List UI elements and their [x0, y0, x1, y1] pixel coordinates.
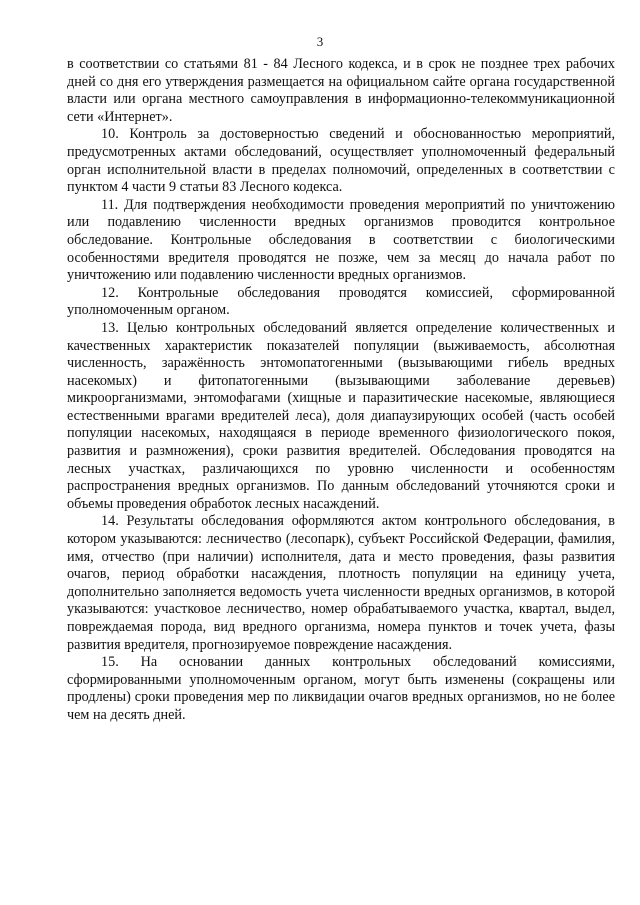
document-body — [67, 56, 615, 725]
paragraph-11: 11. Для подтверждения необходимости проведения мероприятий по уничтожению или подавлению численности вредных организмов проводится контрольное обследование. Контрольные обследования в соответствии с биологическими особенностями вредителя проводятся не позже, чем за месяц до начала работ по уничтожению или подавлению численности вредных организмов. — [67, 196, 615, 284]
paragraph-12: 12. Контрольные обследования проводятся комиссией, сформированной уполномоченным органом. — [67, 284, 615, 319]
paragraph-14: 14. Результаты обследования оформляются актом контрольного обследования, в котором указываются: лесничество (лесопарк), субъект Российской Федерации, фамилия, имя, отчество (при наличии) исполнителя, дата и место проведения, фазы развития очагов, период обработки насаждения, плотность популяции на единицу учета, дополнительно заполняется ведомость учета численности вредных организмов, в которой указываются: участковое лесничество, номер обрабатываемого участка, квартал, выдел, повреждаемая порода, вид вредного организма, номера пунктов и точек учета, фазы развития вредителя, прогнозируемое повреждение насаждения. — [67, 513, 615, 653]
paragraph-continuation: в соответствии со статьями 81 - 84 Лесного кодекса, и в срок не позднее трех рабочих дней со дня его утверждения размещается на официальном сайте органа государственной власти или органа местного самоуправления в информационно-телекоммуникационной сети «Интернет». — [67, 56, 615, 125]
page-number: 3 — [316, 34, 324, 49]
paragraph-10: 10. Контроль за достоверностью сведений и обоснованностью мероприятий, предусмотренных актами обследований, осуществляет уполномоченный федеральный орган исполнительной власти в пределах полномочий, определенных в соответствии с пунктом 4 части 9 статьи 83 Лесного кодекса. — [67, 126, 615, 196]
paragraph-15: 15. На основании данных контрольных обследований комиссиями, сформированными уполномоченным органом, могут быть изменены (сокращены или продлены) сроки проведения мер по ликвидации очагов вредных организмов, но не более чем на десять дней. — [67, 654, 615, 723]
paragraph-13: 13. Целью контрольных обследований является определение количественных и качественных характеристик показателей популяции (выживаемость, абсолютная численность, заражённость энтомопатогенными (вызывающими гибель вредных насекомых) и фитопатогенными (вызывающими заболевание деревьев) микроорганизмами, энтомофагами (хищные и паразитические насекомые, являющиеся естественными врагами вредителей леса), доля диапаузирующих особей (часть особей популяции насекомых, находящаяся в периоде временного физиологического покоя, развития и размножения), сроки развития вредителей. Обследования проводятся на лесных участках, различающихся по уровню численности и особенностям распространения вредных организмов. По данным обследований уточняются сроки и объемы проведения обработок лесных насаждений. — [67, 319, 615, 512]
